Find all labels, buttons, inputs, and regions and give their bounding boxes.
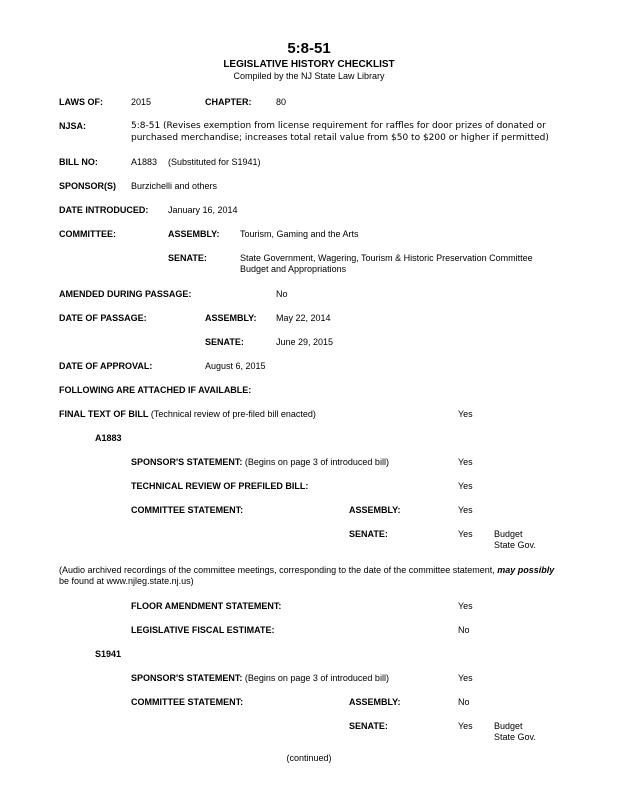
passage-label: DATE OF PASSAGE: — [59, 313, 147, 323]
a1883-fiscal-value: No — [458, 625, 470, 635]
approval-value: August 6, 2015 — [205, 361, 266, 371]
s1941-assembly-value: No — [458, 697, 470, 707]
a1883-committee-label: COMMITTEE STATEMENT: — [131, 505, 244, 515]
s1941-senate-label: SENATE: — [349, 721, 388, 731]
s1941-assembly-label: ASSEMBLY: — [349, 697, 401, 707]
bill-no-value: A1883 — [131, 157, 158, 167]
a1883-senate-value: Yes — [458, 529, 473, 539]
a1883-sponsor-note: (Begins on page 3 of introduced bill) — [244, 457, 389, 467]
amended-label: AMENDED DURING PASSAGE: — [59, 289, 192, 299]
a1883-senate-committee-2: State Gov. — [494, 540, 536, 550]
s1941-senate-committee-2: State Gov. — [494, 732, 536, 742]
attached-heading: FOLLOWING ARE ATTACHED IF AVAILABLE: — [59, 385, 252, 395]
a1883-sponsor-label: SPONSOR'S STATEMENT: — [131, 457, 243, 467]
a1883-heading: A1883 — [95, 433, 122, 443]
bill-no-label: BILL NO: — [59, 157, 98, 167]
passage-assembly-value: May 22, 2014 — [276, 313, 331, 323]
committee-senate-value-1: State Government, Wagering, Tourism & Historic Preservation Committee — [240, 253, 533, 263]
s1941-senate-value: Yes — [458, 721, 473, 731]
passage-senate-value: June 29, 2015 — [276, 337, 334, 347]
s1941-heading: S1941 — [95, 649, 122, 659]
njsa-label: NJSA: — [59, 121, 87, 131]
approval-label: DATE OF APPROVAL: — [59, 361, 153, 371]
audio-note-line-1 — [59, 565, 554, 576]
date-introduced-label: DATE INTRODUCED: — [59, 205, 149, 215]
sponsors-label: SPONSOR(S) — [59, 181, 117, 191]
s1941-sponsor-value: Yes — [458, 673, 473, 683]
a1883-tech-value: Yes — [458, 481, 473, 491]
committee-label: COMMITTEE: — [59, 229, 116, 239]
a1883-tech-label: TECHNICAL REVIEW OF PREFILED BILL: — [131, 481, 309, 491]
chapter-value: 80 — [276, 97, 287, 107]
laws-of-value: 2015 — [131, 97, 152, 107]
date-introduced-value: January 16, 2014 — [168, 205, 238, 215]
final-text-value: Yes — [458, 409, 473, 419]
final-text-row — [59, 409, 316, 420]
s1941-sponsor-row — [131, 673, 389, 684]
njsa-line-1: 5:8-51 (Revises exemption from license requirement for raffles for door prizes of donated or — [131, 121, 546, 131]
document-subtitle: LEGISLATIVE HISTORY CHECKLIST — [223, 59, 395, 70]
a1883-senate-committee-1: Budget — [494, 529, 523, 539]
chapter-label: CHAPTER: — [205, 97, 252, 107]
final-text-label: FINAL TEXT OF BILL — [59, 409, 149, 419]
audio-note-line-2: be found at www.njleg.state.nj.us) — [59, 576, 194, 586]
s1941-senate-committee-1: Budget — [494, 721, 523, 731]
laws-of-label: LAWS OF: — [59, 97, 103, 107]
a1883-sponsor-row — [131, 457, 389, 468]
a1883-sponsor-value: Yes — [458, 457, 473, 467]
s1941-sponsor-note: (Begins on page 3 of introduced bill) — [244, 673, 389, 683]
a1883-floor-value: Yes — [458, 601, 473, 611]
passage-assembly-label: ASSEMBLY: — [205, 313, 257, 323]
audio-note-text: (Audio archived recordings of the committee meetings, corresponding to the date of the committee statement, — [59, 565, 498, 575]
final-text-note: (Technical review of pre-filed bill enacted) — [150, 409, 316, 419]
committee-assembly-label: ASSEMBLY: — [168, 229, 220, 239]
audio-note-emphasis: may possibly — [497, 565, 555, 575]
s1941-committee-label: COMMITTEE STATEMENT: — [131, 697, 244, 707]
a1883-assembly-label: ASSEMBLY: — [349, 505, 401, 515]
committee-senate-label: SENATE: — [168, 253, 207, 263]
committee-assembly-value: Tourism, Gaming and the Arts — [240, 229, 359, 239]
compiled-by: Compiled by the NJ State Law Library — [233, 71, 385, 81]
a1883-assembly-value: Yes — [458, 505, 473, 515]
continued-footer: (continued) — [286, 753, 332, 763]
njsa-line-2: purchased merchandise; increases total retail value from $50 to $200 or higher if permitted) — [131, 133, 549, 143]
a1883-senate-label: SENATE: — [349, 529, 388, 539]
a1883-floor-label: FLOOR AMENDMENT STATEMENT: — [131, 601, 282, 611]
passage-senate-label: SENATE: — [205, 337, 244, 347]
bill-no-note: (Substituted for S1941) — [168, 157, 261, 167]
page-title: 5:8-51 — [287, 40, 331, 57]
s1941-sponsor-label: SPONSOR'S STATEMENT: — [131, 673, 243, 683]
amended-value: No — [276, 289, 288, 299]
sponsors-value: Burzichelli and others — [131, 181, 218, 191]
a1883-fiscal-label: LEGISLATIVE FISCAL ESTIMATE: — [131, 625, 275, 635]
committee-senate-value-2: Budget and Appropriations — [240, 264, 347, 274]
